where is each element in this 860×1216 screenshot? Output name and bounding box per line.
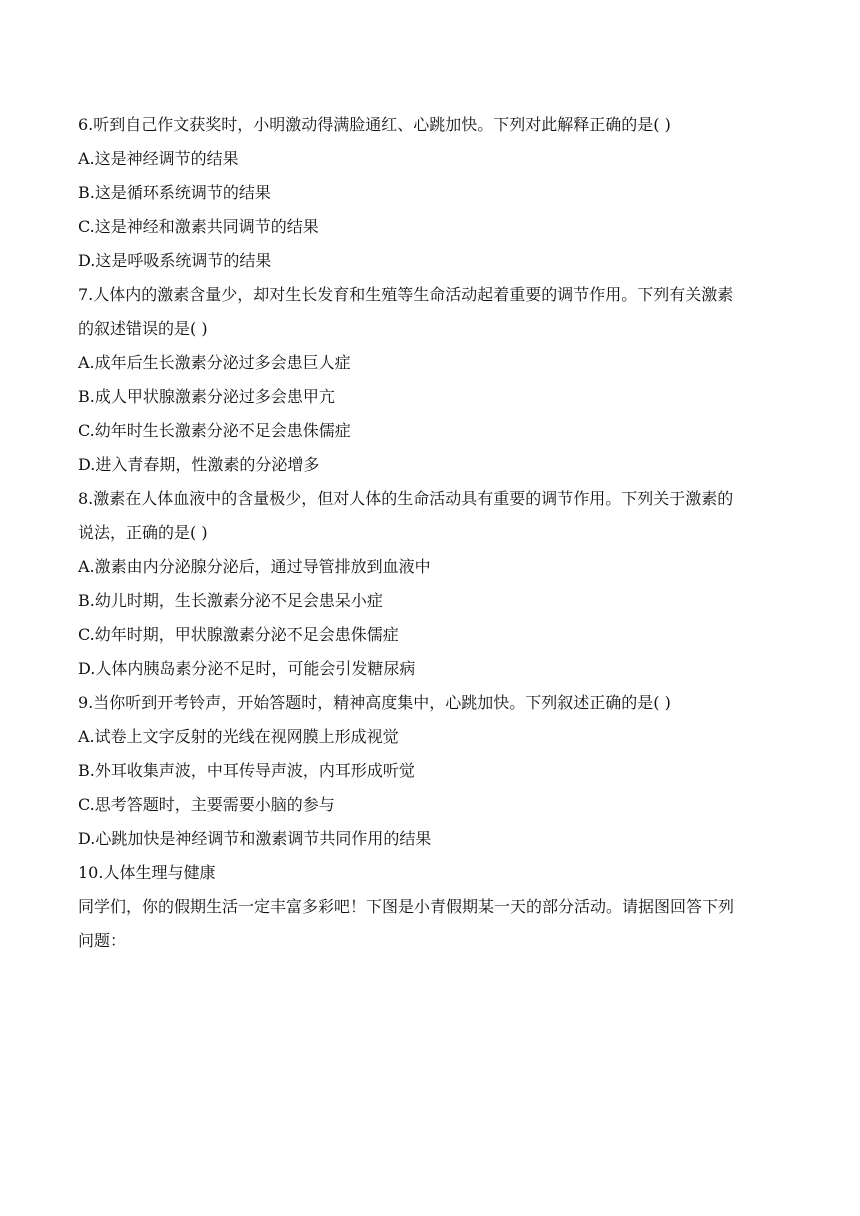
question-8-option-d: D.人体内胰岛素分泌不足时，可能会引发糖尿病 [78, 659, 416, 678]
question-7-option-d: D.进入青春期，性激素的分泌增多 [78, 455, 320, 474]
question-7-option-a: A.成年后生长激素分泌过多会患巨人症 [78, 353, 351, 372]
question-8-option-c: C.幼年时期，甲状腺激素分泌不足会患侏儒症 [78, 625, 399, 644]
question-6-option-c: C.这是神经和激素共同调节的结果 [78, 217, 319, 236]
question-8-stem-line-1: 8.激素在人体血液中的含量极少，但对人体的生命活动具有重要的调节作用。下列关于激素的 [78, 489, 734, 508]
question-10-intro-line-2: 问题： [78, 931, 127, 950]
question-6-option-b: B.这是循环系统调节的结果 [78, 183, 271, 202]
question-10-heading: 10.人体生理与健康 [78, 863, 216, 882]
question-10-intro-line-1: 同学们，你的假期生活一定丰富多彩吧！下图是小青假期某一天的部分活动。请据图回答下列 [78, 897, 735, 916]
question-7-stem-line-2: 的叙述错误的是( ) [78, 319, 208, 338]
question-9-option-a: A.试卷上文字反射的光线在视网膜上形成视觉 [78, 727, 399, 746]
question-9-stem: 9.当你听到开考铃声，开始答题时，精神高度集中，心跳加快。下列叙述正确的是( ) [78, 693, 671, 712]
question-7-stem-line-1: 7.人体内的激素含量少，却对生长发育和生殖等生命活动起着重要的调节作用。下列有关激素 [78, 285, 734, 304]
question-9-option-d: D.心跳加快是神经调节和激素调节共同作用的结果 [78, 829, 432, 848]
question-9-option-c: C.思考答题时，主要需要小脑的参与 [78, 795, 335, 814]
question-7-option-c: C.幼年时生长激素分泌不足会患侏儒症 [78, 421, 351, 440]
question-7-option-b: B.成人甲状腺激素分泌过多会患甲亢 [78, 387, 335, 406]
question-8-option-a: A.激素由内分泌腺分泌后，通过导管排放到血液中 [78, 557, 431, 576]
question-8-stem-line-2: 说法，正确的是( ) [78, 523, 208, 542]
question-6-option-d: D.这是呼吸系统调节的结果 [78, 251, 272, 270]
question-6-option-a: A.这是神经调节的结果 [78, 149, 239, 168]
document-body [78, 108, 790, 958]
question-8-option-b: B.幼儿时期，生长激素分泌不足会患呆小症 [78, 591, 383, 610]
question-6-stem: 6.听到自己作文获奖时，小明激动得满脸通红、心跳加快。下列对此解释正确的是( ) [78, 115, 671, 134]
question-9-option-b: B.外耳收集声波，中耳传导声波，内耳形成听觉 [78, 761, 415, 780]
